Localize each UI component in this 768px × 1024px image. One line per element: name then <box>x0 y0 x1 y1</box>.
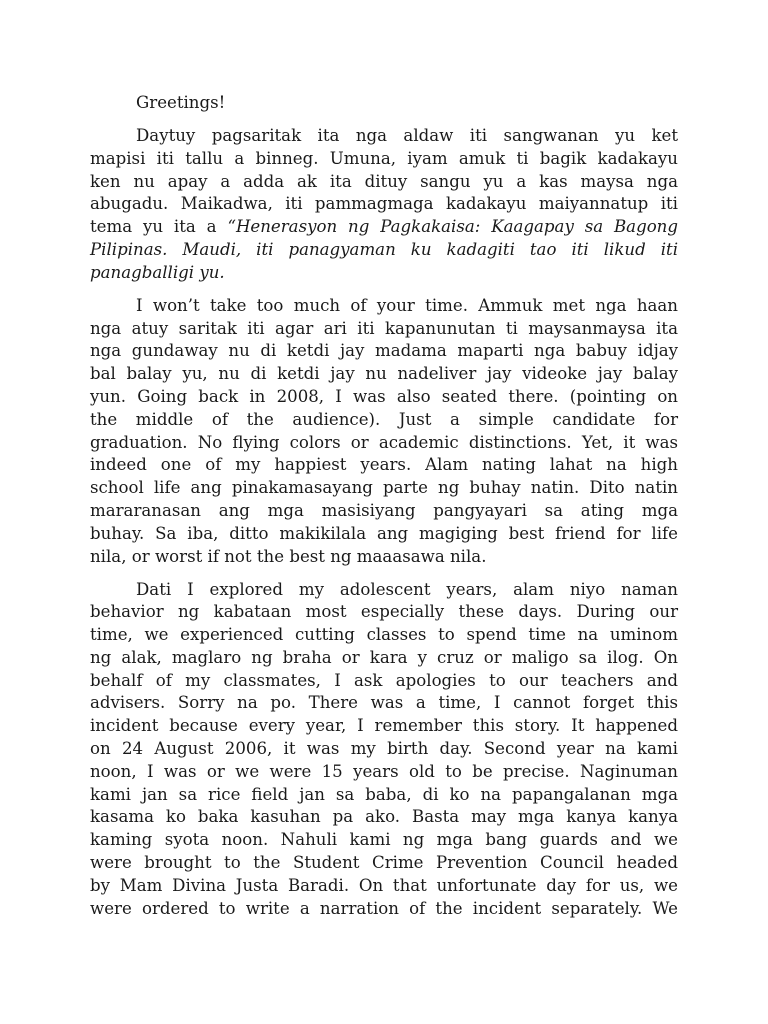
paragraph-1-line-4: abugadu. Maikadwa, iti pammagmaga kadakayu maiyannatup iti <box>90 194 678 214</box>
paragraph-3-line-7: incident because every year, I remember this story. It happened <box>90 716 678 736</box>
paragraph-2-line-9: school life ang pinakamasayang parte ng buhay natin. Dito natin <box>90 478 678 498</box>
paragraph-1-line-2: mapisi iti tallu a binneg. Umuna, iyam amuk ti bagik kadakayu <box>90 148 678 168</box>
greeting: Greetings! <box>136 93 226 112</box>
paragraph-3-line-1: Dati I explored my adolescent years, alam niyo naman <box>136 579 678 599</box>
paragraph-3-line-15: were ordered to write a narration of the incident separately. We <box>90 898 678 918</box>
paragraph-3-line-12: kaming syota noon. Nahuli kami ng mga bang guards and we <box>90 830 678 850</box>
paragraph-1-line-6: Pilipinas. Maudi, iti panagyaman ku kadagiti tao iti likud iti <box>90 239 678 259</box>
paragraph-3-line-6: advisers. Sorry na po. There was a time, I cannot forget this <box>90 693 678 713</box>
paragraph-3-line-8: on 24 August 2006, it was my birth day. Second year na kami <box>90 739 678 759</box>
paragraph-1-line-1: Daytuy pagsaritak ita nga aldaw iti sangwanan yu ket <box>136 125 678 145</box>
paragraph-3-line-2: behavior ng kabataan most especially these days. During our <box>90 602 678 622</box>
paragraph-2-line-5: yun. Going back in 2008, I was also seated there. (pointing on <box>90 386 678 406</box>
paragraph-2-line-2: nga atuy saritak iti agar ari iti kapanunutan ti maysanmaysa ita <box>90 318 678 338</box>
paragraph-2-line-11: buhay. Sa iba, ditto makikilala ang magiging best friend for life <box>90 523 678 543</box>
paragraph-2-line-6: the middle of the audience). Just a simple candidate for <box>90 409 678 429</box>
paragraph-2-line-12: nila, or worst if not the best ng maaasawa nila. <box>90 546 487 566</box>
paragraph-3-line-4: ng alak, maglaro ng braha or kara y cruz or maligo sa ilog. On <box>90 647 678 667</box>
paragraph-gap <box>90 568 678 578</box>
paragraph-1-line-5-theme: “Henerasyon ng Pagkakaisa: Kaagapay sa Bagong <box>227 217 678 237</box>
paragraph-2-line-1: I won’t take too much of your time. Ammuk met nga haan <box>136 295 678 315</box>
paragraph-1-line-5 <box>90 216 678 239</box>
paragraph-gap <box>90 285 678 295</box>
paragraph-2-line-10: mararanasan ang mga masisiyang pangyayari sa ating mga <box>90 500 678 520</box>
paragraph-3-line-3: time, we experienced cutting classes to spend time na uminom <box>90 625 678 645</box>
paragraph-gap <box>90 115 678 125</box>
paragraph-2-line-7: graduation. No flying colors or academic distinctions. Yet, it was <box>90 432 678 452</box>
paragraph-3-line-14: by Mam Divina Justa Baradi. On that unfortunate day for us, we <box>90 875 678 895</box>
paragraph-2-line-4: bal balay yu, nu di ketdi jay nu nadeliver jay videoke jay balay <box>90 364 678 384</box>
paragraph-1-line-5-prefix: tema yu ita a <box>90 217 228 237</box>
paragraph-3-line-9: noon, I was or we were 15 years old to be precise. Naginuman <box>90 761 678 781</box>
paragraph-1-line-3: ken nu apay a adda ak ita dituy sangu yu a kas maysa nga <box>90 171 678 191</box>
paragraph-3-line-11: kasama ko baka kasuhan pa ako. Basta may mga kanya kanya <box>90 807 678 827</box>
paragraph-2-line-3: nga gundaway nu di ketdi jay madama maparti nga babuy idjay <box>90 341 678 361</box>
paragraph-1-line-7: panagballigi yu. <box>90 262 225 282</box>
paragraph-3-line-5: behalf of my classmates, I ask apologies to our teachers and <box>90 670 678 690</box>
paragraph-3-line-10: kami jan sa rice field jan sa baba, di ko na papangalanan mga <box>90 784 678 804</box>
speech-text <box>90 92 678 920</box>
paragraph-3-line-13: were brought to the Student Crime Prevention Council headed <box>90 853 678 873</box>
paragraph-2-line-8: indeed one of my happiest years. Alam nating lahat na high <box>90 455 678 475</box>
